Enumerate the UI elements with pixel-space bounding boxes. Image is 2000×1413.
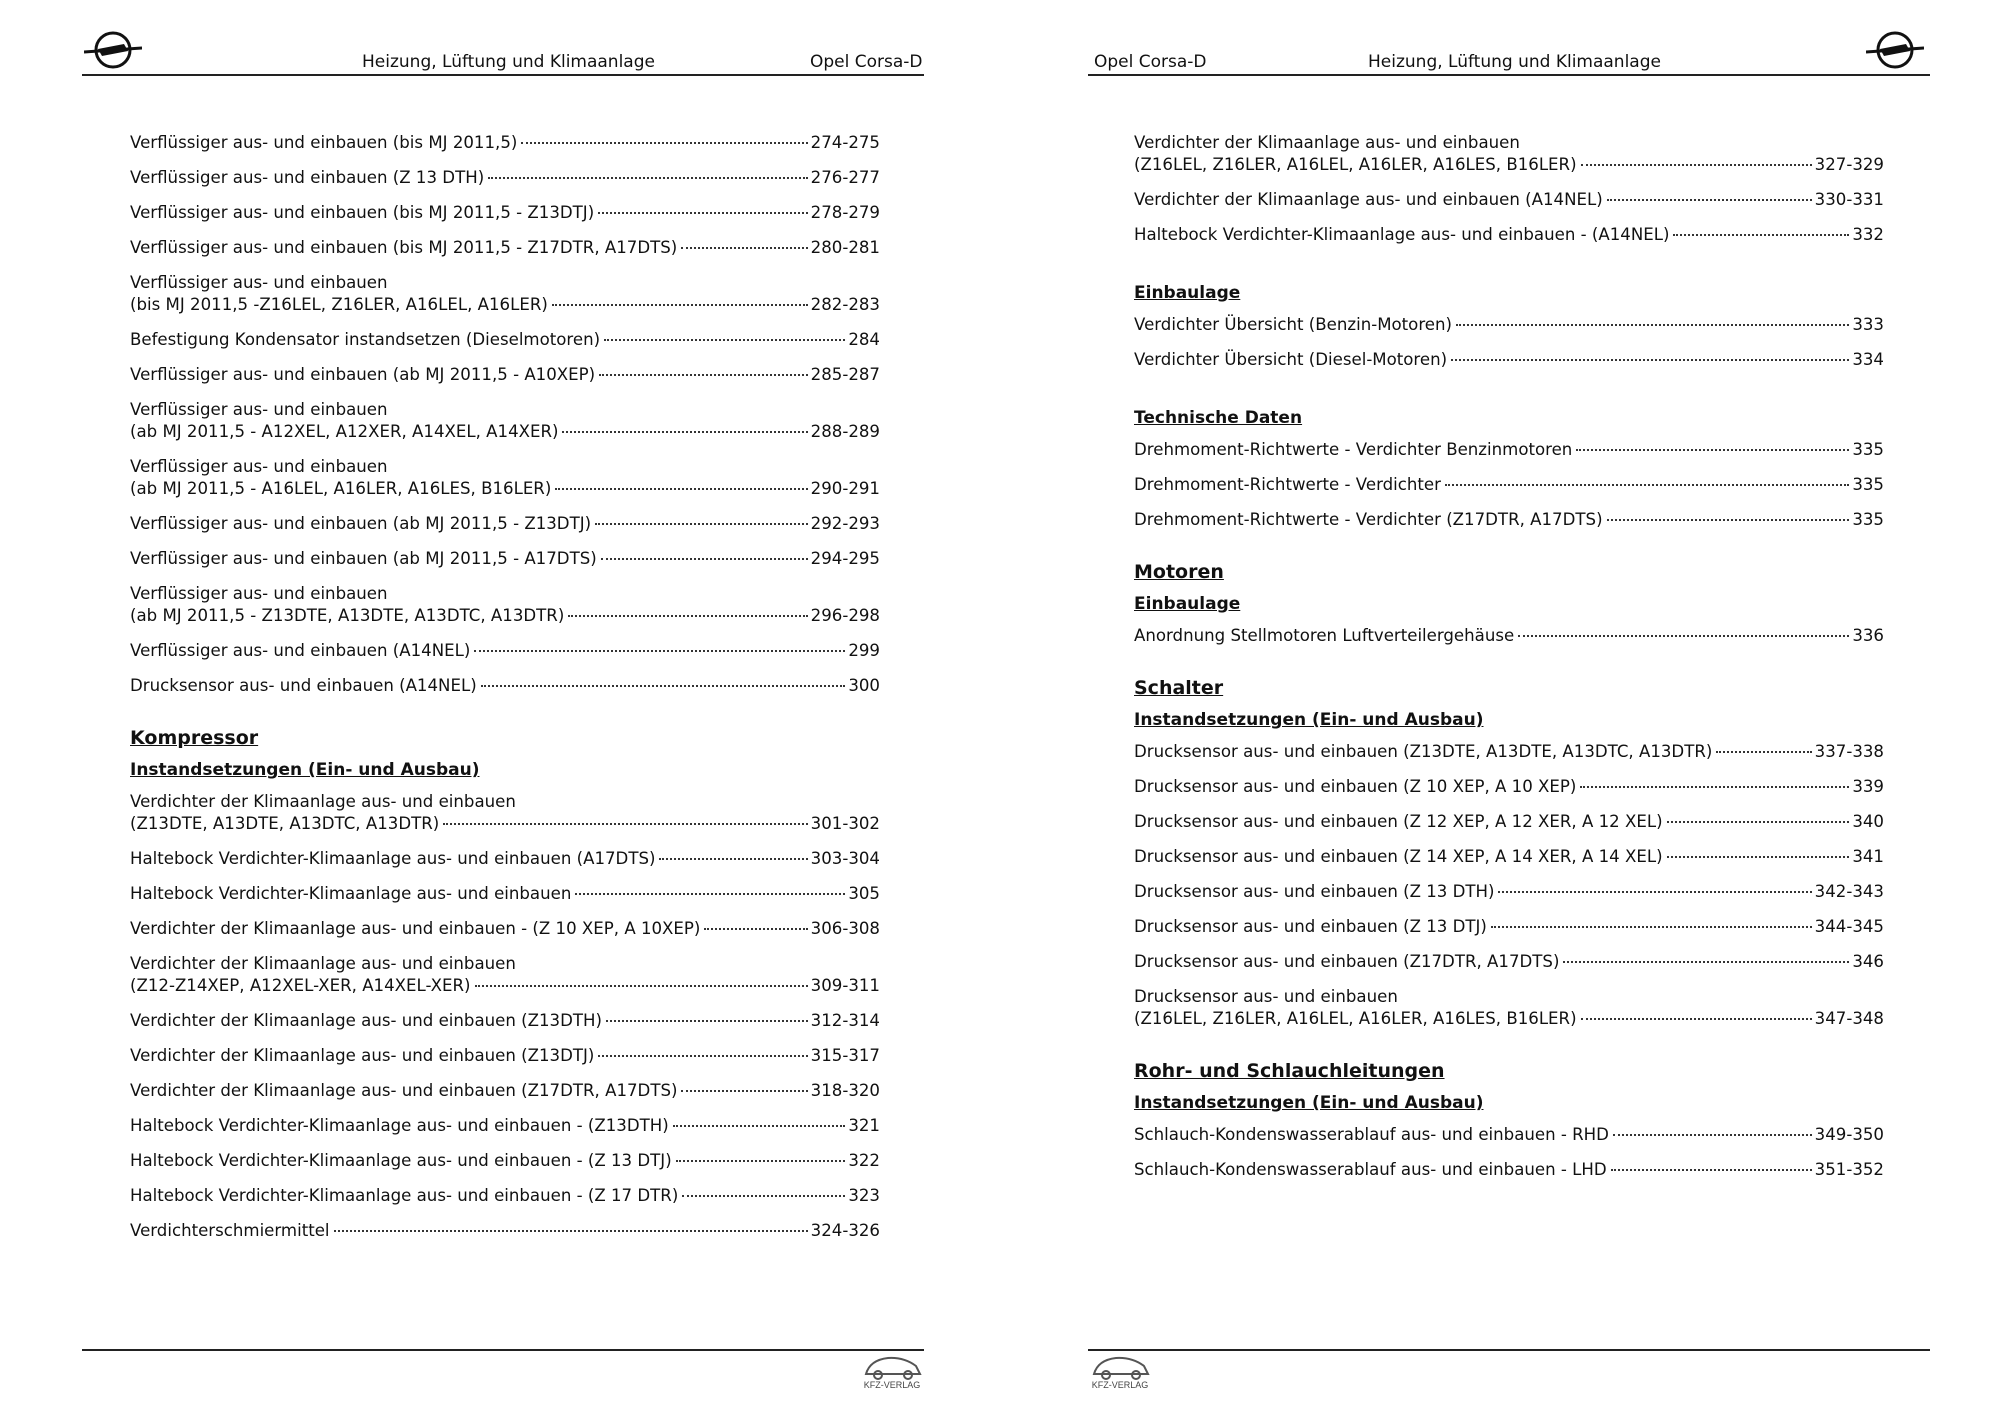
toc-list (1134, 132, 1884, 1194)
toc-entry-line (130, 167, 880, 189)
toc-entry-title: Verflüssiger aus- und einbauen (bis MJ 2011,5 - Z13DTJ) (130, 203, 595, 222)
toc-page-number: 274-275 (810, 133, 880, 152)
dot-leader (334, 1230, 808, 1232)
toc-entry[interactable] (130, 1150, 880, 1172)
toc-entry-title: Drehmoment-Richtwerte - Verdichter (Z17DTR, A17DTS) (1134, 510, 1603, 529)
page-header (1088, 50, 1930, 76)
toc-page-number: 318-320 (810, 1081, 880, 1100)
toc-list (130, 132, 880, 1255)
toc-entry-title: (Z13DTE, A13DTE, A13DTC, A13DTR) (130, 814, 440, 833)
toc-page-number: 330-331 (1814, 190, 1884, 209)
toc-entry-line (130, 272, 880, 294)
toc-page-number: 276-277 (810, 168, 880, 187)
toc-page-number: 321 (848, 1116, 880, 1135)
toc-entry-line (1134, 916, 1884, 938)
toc-entry-title: (bis MJ 2011,5 -Z16LEL, Z16LER, A16LEL, A16LER) (130, 295, 548, 314)
toc-entry-line (1134, 951, 1884, 973)
toc-entry-title: Drehmoment-Richtwerte - Verdichter (1134, 475, 1441, 494)
toc-entry-line (130, 848, 880, 870)
toc-entry-line (1134, 625, 1884, 647)
dot-leader (599, 374, 808, 376)
toc-page-number: 288-289 (810, 422, 880, 441)
toc-page-number: 278-279 (810, 203, 880, 222)
toc-entry-title: Verdichter der Klimaanlage aus- und einbauen (Z13DTJ) (130, 1046, 595, 1065)
toc-page-number: 294-295 (810, 549, 880, 568)
toc-entry-line (130, 813, 880, 835)
toc-entry-title: Haltebock Verdichter-Klimaanlage aus- und einbauen - (Z 13 DTJ) (130, 1151, 672, 1170)
toc-page-number: 292-293 (810, 514, 880, 533)
toc-entry-line (1134, 132, 1884, 154)
toc-page-number: 347-348 (1814, 1009, 1884, 1028)
toc-page-number: 290-291 (810, 479, 880, 498)
toc-page-number: 336 (1852, 626, 1884, 645)
toc-entry[interactable] (1134, 986, 1884, 1030)
toc-entry[interactable] (130, 456, 880, 500)
dot-leader (562, 431, 807, 433)
toc-entry-line (130, 918, 880, 940)
dot-leader (568, 615, 807, 617)
toc-entry-line (130, 513, 880, 535)
subsection-heading: Instandsetzungen (Ein- und Ausbau) (130, 760, 480, 780)
toc-entry[interactable] (1134, 951, 1884, 973)
section-heading: Motoren (1134, 561, 1224, 583)
toc-entry[interactable] (1134, 846, 1884, 868)
toc-entry[interactable] (130, 675, 880, 697)
toc-page-number: 282-283 (810, 295, 880, 314)
toc-entry-title: Verflüssiger aus- und einbauen (130, 273, 388, 292)
toc-entry[interactable] (1134, 1159, 1884, 1181)
toc-entry[interactable] (130, 132, 880, 154)
toc-entry-line (130, 953, 880, 975)
toc-entry-line (130, 1010, 880, 1032)
toc-entry-title: Verdichter der Klimaanlage aus- und einbauen (Z17DTR, A17DTS) (130, 1081, 678, 1100)
dot-leader (1667, 821, 1850, 823)
toc-entry-line (1134, 811, 1884, 833)
toc-page-number: 340 (1852, 812, 1884, 831)
toc-entry-title: Verdichterschmiermittel (130, 1221, 330, 1240)
toc-page-number: 332 (1852, 225, 1884, 244)
toc-page-number: 312-314 (810, 1011, 880, 1030)
toc-entry[interactable] (1134, 132, 1884, 176)
toc-page-number: 309-311 (810, 976, 880, 995)
toc-entry[interactable] (1134, 916, 1884, 938)
dot-leader (474, 650, 845, 652)
toc-entry-title: Verflüssiger aus- und einbauen (130, 400, 388, 419)
toc-entry[interactable] (1134, 439, 1884, 461)
dot-leader (488, 177, 807, 179)
toc-entry-line (1134, 154, 1884, 176)
toc-entry[interactable] (1134, 741, 1884, 763)
toc-entry-line (130, 675, 880, 697)
toc-entry-title: Verdichter Übersicht (Diesel-Motoren) (1134, 350, 1448, 369)
toc-entry-line (1134, 509, 1884, 531)
footer-logo-text: KFZ-VERLAG (863, 1380, 921, 1390)
toc-entry-title: (Z16LEL, Z16LER, A16LEL, A16LER, A16LES, B16LER) (1134, 155, 1577, 174)
toc-entry-line (130, 1080, 880, 1102)
dot-leader (681, 247, 807, 249)
dot-leader (659, 858, 807, 860)
dot-leader (1451, 359, 1849, 361)
toc-page-number: 301-302 (810, 814, 880, 833)
dot-leader (1498, 891, 1811, 893)
toc-entry-title: Drucksensor aus- und einbauen (Z 13 DTH) (1134, 882, 1495, 901)
section-heading: Schalter (1134, 677, 1224, 699)
toc-entry[interactable] (130, 1115, 880, 1137)
toc-entry[interactable] (1134, 625, 1884, 647)
toc-entry-title: Verflüssiger aus- und einbauen (130, 584, 388, 603)
toc-entry-title: (ab MJ 2011,5 - Z13DTE, A13DTE, A13DTC, A13DTR) (130, 606, 565, 625)
toc-entry-title: Haltebock Verdichter-Klimaanlage aus- und einbauen - (A14NEL) (1134, 225, 1670, 244)
toc-page-number: 335 (1852, 510, 1884, 529)
toc-entry[interactable] (130, 883, 880, 905)
toc-page-number: 339 (1852, 777, 1884, 796)
toc-entry-line (130, 202, 880, 224)
toc-entry[interactable] (130, 1185, 880, 1207)
toc-entry[interactable] (1134, 314, 1884, 336)
dot-leader (1613, 1134, 1812, 1136)
toc-page-number: 337-338 (1814, 742, 1884, 761)
toc-page-number: 296-298 (810, 606, 880, 625)
toc-page-number: 285-287 (810, 365, 880, 384)
toc-page-number: 324-326 (810, 1221, 880, 1240)
toc-page-number: 327-329 (1814, 155, 1884, 174)
toc-entry-line (130, 883, 880, 905)
toc-entry[interactable] (1134, 811, 1884, 833)
toc-page-number: 351-352 (1814, 1160, 1884, 1179)
toc-entry[interactable] (1134, 474, 1884, 496)
dot-leader (1456, 324, 1849, 326)
toc-entry-line (130, 1220, 880, 1242)
toc-entry-title: Verflüssiger aus- und einbauen (ab MJ 2011,5 - A10XEP) (130, 365, 596, 384)
toc-entry[interactable] (1134, 776, 1884, 798)
section-heading: Rohr- und Schlauchleitungen (1134, 1060, 1445, 1082)
toc-entry-line (1134, 741, 1884, 763)
toc-entry-line (1134, 349, 1884, 371)
section-heading: Kompressor (130, 727, 259, 749)
toc-entry-title: Verdichter der Klimaanlage aus- und einbauen (130, 792, 516, 811)
toc-entry-line (1134, 986, 1884, 1008)
toc-group (1134, 132, 1884, 246)
toc-entry-line (130, 583, 880, 605)
toc-entry[interactable] (130, 848, 880, 870)
toc-entry[interactable] (130, 167, 880, 189)
toc-page-number: 335 (1852, 440, 1884, 459)
dot-leader (1445, 484, 1849, 486)
toc-entry-line (130, 1045, 880, 1067)
toc-group (1134, 625, 1884, 647)
toc-entry-line (130, 132, 880, 154)
dot-leader (1673, 234, 1849, 236)
footer-rule (82, 1349, 924, 1351)
toc-entry-title: Haltebock Verdichter-Klimaanlage aus- und einbauen - (Z 17 DTR) (130, 1186, 679, 1205)
dot-leader (1581, 164, 1812, 166)
subsection-heading: Instandsetzungen (Ein- und Ausbau) (1134, 710, 1484, 730)
subsection-heading: Instandsetzungen (Ein- und Ausbau) (1134, 1093, 1484, 1113)
toc-group (1134, 741, 1884, 1030)
toc-entry[interactable] (1134, 881, 1884, 903)
toc-entry-title: Verdichter Übersicht (Benzin-Motoren) (1134, 315, 1452, 334)
dot-leader (1518, 635, 1849, 637)
toc-entry[interactable] (130, 791, 880, 835)
toc-entry[interactable] (1134, 509, 1884, 531)
toc-entry[interactable] (130, 1010, 880, 1032)
toc-entry-title: Befestigung Kondensator instandsetzen (Dieselmotoren) (130, 330, 601, 349)
toc-entry[interactable] (130, 272, 880, 316)
dot-leader (1576, 449, 1849, 451)
toc-entry[interactable] (130, 918, 880, 940)
dot-leader (676, 1160, 846, 1162)
toc-entry-line (1134, 1124, 1884, 1146)
toc-entry-line (1134, 439, 1884, 461)
toc-entry-line (1134, 1159, 1884, 1181)
header-model: Opel Corsa-D (1094, 52, 1207, 72)
toc-entry-title: Verdichter der Klimaanlage aus- und einbauen (A14NEL) (1134, 190, 1603, 209)
toc-page-number: 346 (1852, 952, 1884, 971)
toc-entry-title: Verflüssiger aus- und einbauen (bis MJ 2011,5) (130, 133, 518, 152)
toc-entry-line (130, 294, 880, 316)
toc-entry-line (1134, 189, 1884, 211)
dot-leader (1716, 751, 1811, 753)
toc-entry-title: Haltebock Verdichter-Klimaanlage aus- und einbauen (A17DTS) (130, 849, 656, 868)
toc-entry-title: Verdichter der Klimaanlage aus- und einbauen (130, 954, 516, 973)
toc-entry-line (130, 421, 880, 443)
dot-leader (601, 558, 808, 560)
dot-leader (1581, 1018, 1812, 1020)
dot-leader (598, 1055, 807, 1057)
toc-entry[interactable] (130, 329, 880, 351)
kfz-verlag-logo-icon (1088, 1350, 1152, 1394)
toc-page-number: 284 (848, 330, 880, 349)
toc-entry-title: Verflüssiger aus- und einbauen (bis MJ 2011,5 - Z17DTR, A17DTS) (130, 238, 678, 257)
header-section-title: Heizung, Lüftung und Klimaanlage (1368, 52, 1661, 72)
toc-entry[interactable] (130, 364, 880, 386)
toc-entry-title: Schlauch-Kondenswasserablauf aus- und einbauen - RHD (1134, 1125, 1609, 1144)
dot-leader (681, 1090, 807, 1092)
dot-leader (575, 893, 845, 895)
kfz-verlag-logo-icon (860, 1350, 924, 1394)
toc-page-number: 306-308 (810, 919, 880, 938)
toc-entry[interactable] (130, 548, 880, 570)
toc-entry-title: Drucksensor aus- und einbauen (Z 12 XEP, A 12 XER, A 12 XEL) (1134, 812, 1663, 831)
toc-entry[interactable] (1134, 349, 1884, 371)
toc-entry-line (130, 605, 880, 627)
subsection-heading: Technische Daten (1134, 408, 1303, 428)
toc-entry-line (130, 975, 880, 997)
toc-entry-line (1134, 881, 1884, 903)
toc-entry-line (1134, 776, 1884, 798)
dot-leader (606, 1020, 808, 1022)
toc-entry[interactable] (130, 583, 880, 627)
toc-page-number: 349-350 (1814, 1125, 1884, 1144)
dot-leader (1580, 786, 1849, 788)
dot-leader (673, 1125, 846, 1127)
toc-entry-line (130, 640, 880, 662)
footer-rule (1088, 1349, 1930, 1351)
toc-entry[interactable] (130, 202, 880, 224)
toc-entry-title: Haltebock Verdichter-Klimaanlage aus- und einbauen (130, 884, 572, 903)
toc-page-number: 303-304 (810, 849, 880, 868)
toc-entry-line (1134, 474, 1884, 496)
toc-page-number: 280-281 (810, 238, 880, 257)
toc-entry-line (130, 478, 880, 500)
toc-entry[interactable] (130, 953, 880, 997)
toc-entry-title: Verdichter der Klimaanlage aus- und einbauen (Z13DTH) (130, 1011, 602, 1030)
toc-page-number: 334 (1852, 350, 1884, 369)
toc-entry-title: (ab MJ 2011,5 - A12XEL, A12XER, A14XEL, A14XER) (130, 422, 559, 441)
dot-leader (555, 488, 807, 490)
toc-entry-title: (ab MJ 2011,5 - A16LEL, A16LER, A16LES, B16LER) (130, 479, 552, 498)
toc-entry[interactable] (130, 1220, 880, 1242)
toc-group (130, 132, 880, 697)
toc-page-number: 305 (848, 884, 880, 903)
toc-entry-line (1134, 846, 1884, 868)
dot-leader (598, 212, 807, 214)
header-section-title: Heizung, Lüftung und Klimaanlage (362, 52, 655, 72)
dot-leader (481, 685, 846, 687)
toc-page-number: 341 (1852, 847, 1884, 866)
dot-leader (682, 1195, 845, 1197)
toc-group (1134, 439, 1884, 531)
toc-entry-line (130, 1150, 880, 1172)
toc-entry[interactable] (130, 640, 880, 662)
toc-entry[interactable] (1134, 189, 1884, 211)
toc-entry-title: (Z16LEL, Z16LER, A16LEL, A16LER, A16LES, B16LER) (1134, 1009, 1577, 1028)
toc-entry-title: Drehmoment-Richtwerte - Verdichter Benzinmotoren (1134, 440, 1573, 459)
toc-group (1134, 1124, 1884, 1181)
toc-entry-title: Schlauch-Kondenswasserablauf aus- und einbauen - LHD (1134, 1160, 1607, 1179)
toc-page-number: 333 (1852, 315, 1884, 334)
toc-page-number: 335 (1852, 475, 1884, 494)
dot-leader (1667, 856, 1850, 858)
toc-entry-title: Verflüssiger aus- und einbauen (ab MJ 2011,5 - Z13DTJ) (130, 514, 592, 533)
toc-entry-title: Haltebock Verdichter-Klimaanlage aus- und einbauen - (Z13DTH) (130, 1116, 669, 1135)
toc-entry[interactable] (1134, 224, 1884, 246)
toc-entry-title: Verflüssiger aus- und einbauen (Z 13 DTH) (130, 168, 485, 187)
toc-entry-title: Drucksensor aus- und einbauen (Z 10 XEP, A 10 XEP) (1134, 777, 1577, 796)
dot-leader (1611, 1169, 1812, 1171)
toc-entry-title: Drucksensor aus- und einbauen (A14NEL) (130, 676, 477, 695)
dot-leader (443, 823, 807, 825)
subsection-heading: Einbaulage (1134, 283, 1241, 303)
toc-entry-title: Verdichter der Klimaanlage aus- und einbauen - (Z 10 XEP, A 10XEP) (130, 919, 701, 938)
subsection-heading: Einbaulage (1134, 594, 1241, 614)
toc-entry-line (1134, 224, 1884, 246)
dot-leader (604, 339, 845, 341)
dot-leader (1607, 199, 1812, 201)
dot-leader (1491, 926, 1812, 928)
toc-entry-line (1134, 314, 1884, 336)
footer-logo-text: KFZ-VERLAG (1091, 1380, 1149, 1390)
toc-entry-title: (Z12-Z14XEP, A12XEL-XER, A14XEL-XER) (130, 976, 471, 995)
dot-leader (704, 928, 807, 930)
toc-entry-title: Verflüssiger aus- und einbauen (A14NEL) (130, 641, 471, 660)
toc-entry-line (130, 456, 880, 478)
dot-leader (475, 985, 808, 987)
toc-entry-line (130, 364, 880, 386)
toc-page-number: 300 (848, 676, 880, 695)
toc-entry[interactable] (130, 513, 880, 535)
toc-group (130, 791, 880, 1242)
toc-group (1134, 314, 1884, 371)
toc-entry-line (130, 237, 880, 259)
toc-entry-title: Anordnung Stellmotoren Luftverteilergehäuse (1134, 626, 1515, 645)
toc-page-number: 322 (848, 1151, 880, 1170)
toc-entry-line (130, 791, 880, 813)
dot-leader (595, 523, 808, 525)
toc-entry-line (130, 399, 880, 421)
toc-entry-line (130, 548, 880, 570)
toc-page-number: 323 (848, 1186, 880, 1205)
toc-entry-title: Drucksensor aus- und einbauen (Z13DTE, A13DTE, A13DTC, A13DTR) (1134, 742, 1713, 761)
toc-page-number: 344-345 (1814, 917, 1884, 936)
toc-page-number: 315-317 (810, 1046, 880, 1065)
page-header (82, 50, 924, 76)
toc-entry-title: Drucksensor aus- und einbauen (Z 14 XEP, A 14 XER, A 14 XEL) (1134, 847, 1663, 866)
toc-entry-line (1134, 1008, 1884, 1030)
dot-leader (521, 142, 807, 144)
toc-entry-line (130, 1185, 880, 1207)
dot-leader (1607, 519, 1850, 521)
right-page (1000, 0, 2000, 1413)
dot-leader (1563, 961, 1849, 963)
toc-entry-title: Drucksensor aus- und einbauen (Z17DTR, A17DTS) (1134, 952, 1560, 971)
toc-entry-title: Verflüssiger aus- und einbauen (130, 457, 388, 476)
toc-entry-line (130, 329, 880, 351)
toc-entry-title: Drucksensor aus- und einbauen (1134, 987, 1398, 1006)
toc-page-number: 342-343 (1814, 882, 1884, 901)
toc-entry-title: Verflüssiger aus- und einbauen (ab MJ 2011,5 - A17DTS) (130, 549, 597, 568)
toc-entry[interactable] (1134, 1124, 1884, 1146)
toc-entry[interactable] (130, 399, 880, 443)
header-model: Opel Corsa-D (810, 52, 923, 72)
toc-entry[interactable] (130, 1080, 880, 1102)
toc-page-number: 299 (848, 641, 880, 660)
toc-entry-title: Drucksensor aus- und einbauen (Z 13 DTJ) (1134, 917, 1487, 936)
toc-entry[interactable] (130, 1045, 880, 1067)
dot-leader (552, 304, 808, 306)
toc-entry[interactable] (130, 237, 880, 259)
toc-entry-line (130, 1115, 880, 1137)
toc-entry-title: Verdichter der Klimaanlage aus- und einbauen (1134, 133, 1520, 152)
